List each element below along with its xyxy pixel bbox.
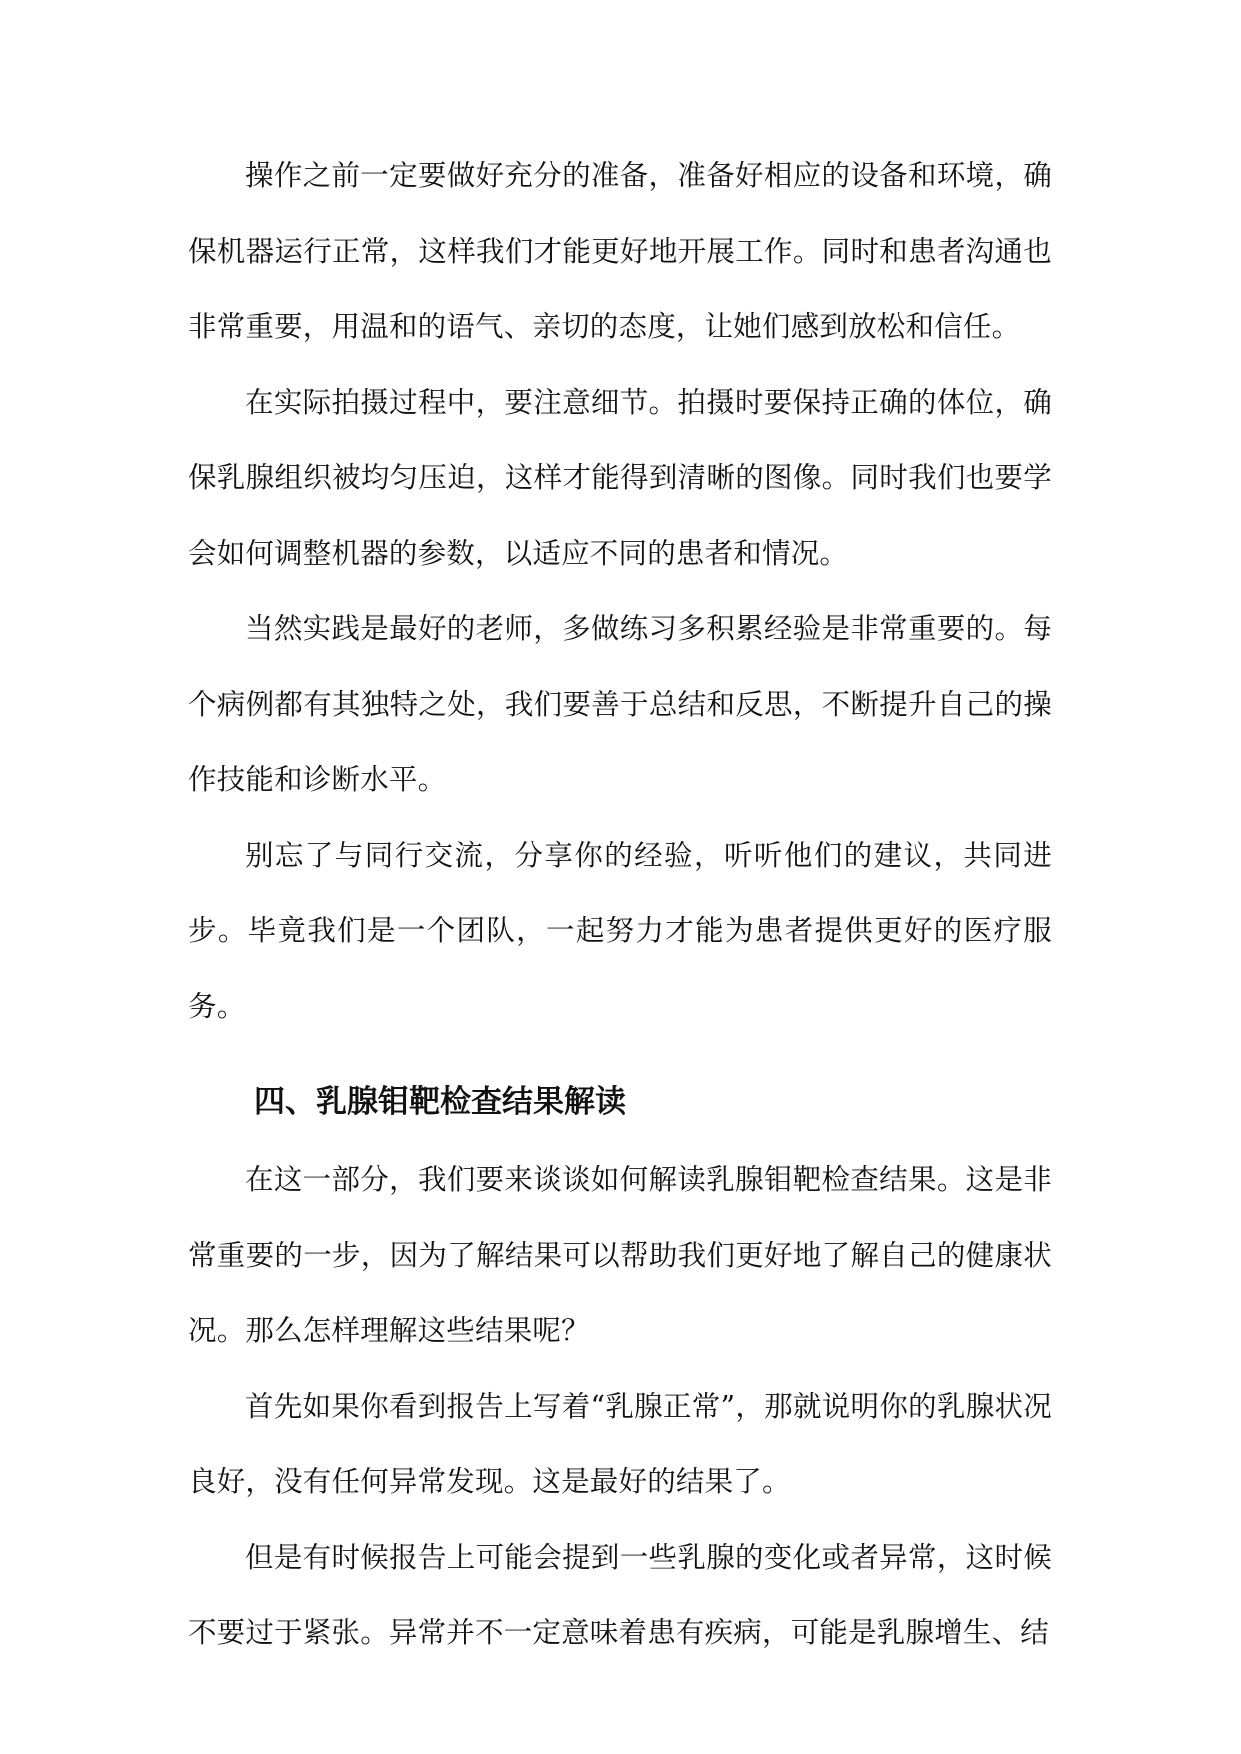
paragraph-shooting-details: 在实际拍摄过程中，要注意细节。拍摄时要保持正确的体位，确保乳腺组织被均匀压迫，这样才能得到清晰的图像。同时我们也要学会如何调整机器的参数，以适应不同的患者和情况。	[188, 385, 1052, 570]
paragraph-preparation: 操作之前一定要做好充分的准备，准备好相应的设备和环境，确保机器运行正常，这样我们才能更好地开展工作。同时和患者沟通也非常重要，用温和的语气、亲切的态度，让她们感到放松和信任。	[188, 159, 1052, 343]
paragraph-normal-result: 首先如果你看到报告上写着“乳腺正常”，那就说明你的乳腺状况良好，没有任何异常发现。这是最好的结果了。	[188, 1389, 1052, 1498]
section-heading: 四、乳腺钼靶检查结果解读	[254, 1084, 626, 1120]
document-page	[188, 138, 1052, 1671]
paragraph-practice: 当然实践是最好的老师，多做练习多积累经验是非常重要的。每个病例都有其独特之处，我们要善于总结和反思，不断提升自己的操作技能和诊断水平。	[188, 612, 1052, 796]
paragraph-abnormal-result: 但是有时候报告上可能会提到一些乳腺的变化或者异常，这时候不要过于紧张。异常并不一定意味着患有疾病，可能是乳腺增生、结	[188, 1540, 1052, 1649]
paragraph-communication: 别忘了与同行交流，分享你的经验，听听他们的建议，共同进步。毕竟我们是一个团队，一起努力才能为患者提供更好的医疗服务。	[188, 838, 1052, 1023]
paragraph-result-intro: 在这一部分，我们要来谈谈如何解读乳腺钼靶检查结果。这是非常重要的一步，因为了解结果可以帮助我们更好地了解自己的健康状况。那么怎样理解这些结果呢？	[188, 1163, 1052, 1347]
